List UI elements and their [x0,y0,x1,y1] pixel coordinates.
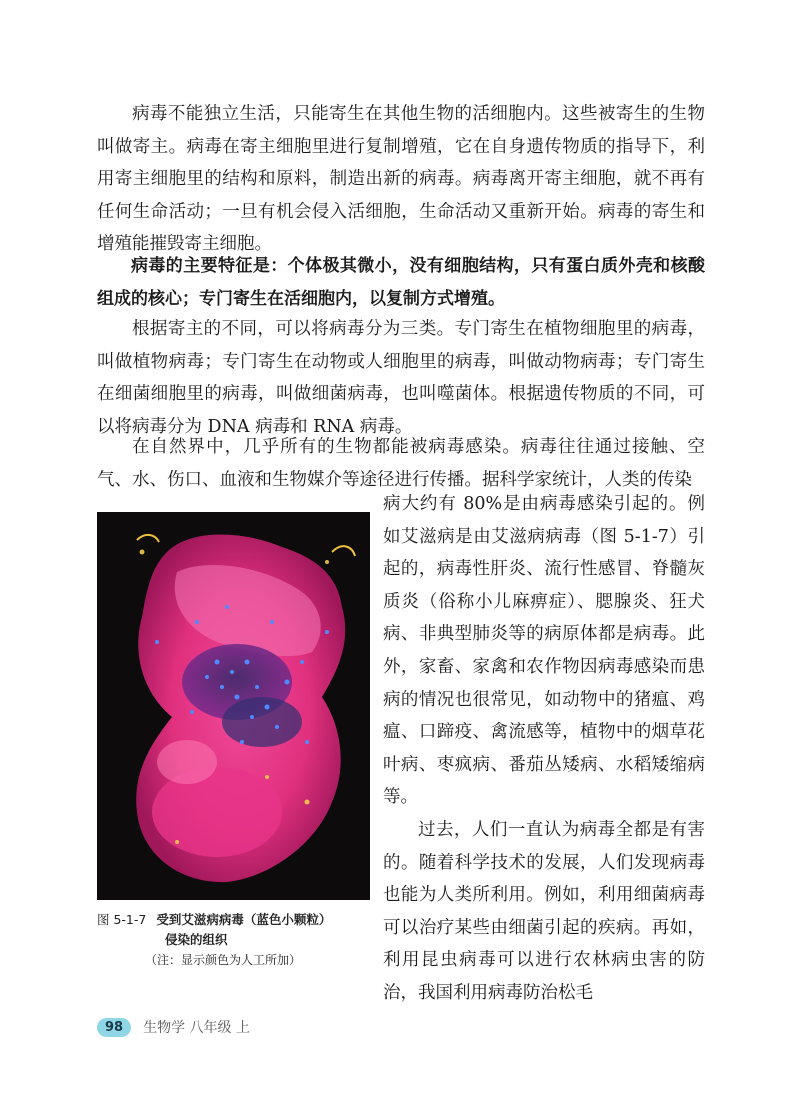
figure-note: （注：显示颜色为人工所加） [145,953,302,967]
paragraph-diseases: 病大约有 80%是由病毒感染引起的。例如艾滋病是由艾滋病病毒（图 5-1-7）引起的，病毒性肝炎、流行性感冒、脊髓灰质炎（俗称小儿麻痹症）、腮腺炎、狂犬病、非典型肺炎等的病原体都是病毒。此外，家畜、家禽和农作物因病毒感染而患病的情况也很常见，如动物中的猪瘟、鸡瘟、口蹄疫、禽流感等，植物中的烟草花叶病、枣疯病、番茄丛矮病、水稻矮缩病等。 [383,494,705,808]
figure-caption-line1: 受到艾滋病病毒（蓝色小颗粒） [156,912,332,927]
page-number-badge: 98 [97,1018,131,1037]
figure-caption [97,910,377,970]
figure-caption-line2: 侵染的组织 [165,932,228,947]
micrograph-illustration [97,512,370,900]
book-title: 生物学 八年级 上 [143,1020,250,1036]
paragraph-parasitism: 病毒不能独立生活，只能寄生在其他生物的活细胞内。这些被寄生的生物叫做寄主。病毒在寄主细胞里进行复制增殖，它在自身遗传物质的指导下，利用寄主细胞里的结构和原料，制造出新的病毒。病毒离开寄主细胞，就不再有任何生命活动；一旦有机会侵入活细胞，生命活动又重新开始。病毒的寄生和增殖能摧毁寄主细胞。 [97,104,705,255]
page-footer [97,1017,250,1037]
paragraph-classification: 根据寄主的不同，可以将病毒分为三类。专门寄生在植物细胞里的病毒，叫做植物病毒；专门寄生在动物或人细胞里的病毒，叫做动物病毒；专门寄生在细菌细胞里的病毒，叫做细菌病毒，也叫噬菌体。根据遗传物质的不同，可以将病毒分为 DNA 病毒和 RNA 病毒。 [97,319,705,437]
paragraph-transmission: 在自然界中，几乎所有的生物都能被病毒感染。病毒往往通过接触、空气、水、伤口、血液和生物媒介等途径进行传播。据科学家统计，人类的传染 [97,437,705,490]
hiv-infected-tissue-image [97,512,370,900]
paragraph-key-features: 病毒的主要特征是：个体极其微小，没有细胞结构，只有蛋白质外壳和核酸组成的核心；专门寄生在活细胞内，以复制方式增殖。 [97,256,705,309]
paragraph-uses: 过去，人们一直认为病毒全都是有害的。随着科学技术的发展，人们发现病毒也能为人类所利用。例如，利用细菌病毒可以治疗某些由细菌引起的疾病。再如，利用昆虫病毒可以进行农林病虫害的防治，我国利用病毒防治松毛 [383,820,705,1003]
figure-number: 图 5-1-7 [97,912,147,927]
